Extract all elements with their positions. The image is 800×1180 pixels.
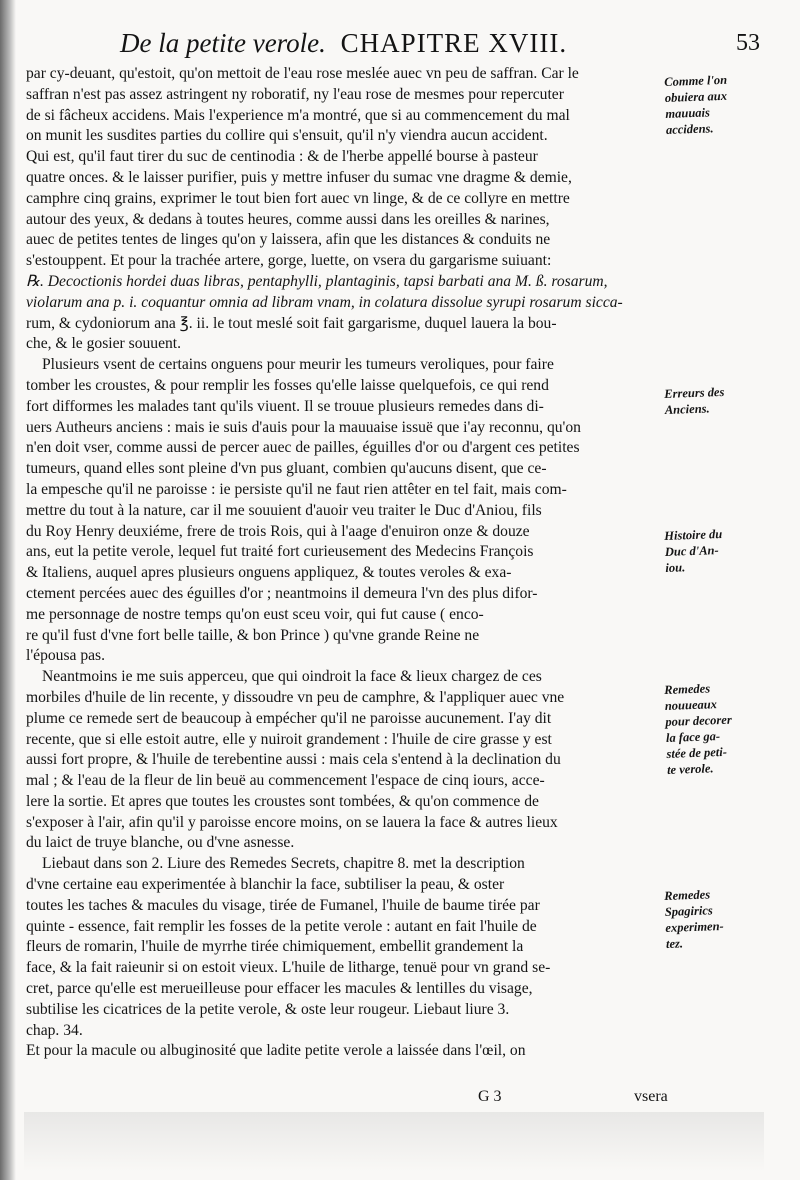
marginal-note-line: Remedes [664,887,711,903]
text-line: mettre du tout à la nature, car il me souuient d'auoir veu traiter le Duc d'Aniou, fils [26,501,542,519]
marginal-note-line: obuiera aux [664,88,728,105]
text-line: aussi fort propre, & l'huile de terebentine aussi : mais cela s'entend à la declination du [26,751,561,769]
marginal-note-line: mauuais [665,105,711,121]
marginal-note-line: Comme l'on [664,72,728,89]
show-through-shadow [24,1112,764,1172]
marginal-note-line: nouueaux [664,697,718,713]
paragraph [26,1062,656,1083]
text-line: fleurs de romarin, l'huile de myrrhe tirée chimiquement, embellit grandement la [26,938,524,956]
marginal-note-line: Remedes [664,681,711,697]
text-line: d'vne certaine eau experimentée à blanchir la face, subtiliser la peau, & oster [26,876,505,894]
text-line: mal ; & l'eau de la fleur de lin beuë au commencement l'espace de cinq iours, acce- [26,772,545,790]
text-line: morbiles d'huile de lin recente, y dissoudre vn peu de camphre, & l'appliquer auec vne [26,688,565,706]
page-gutter-shadow [0,0,16,1180]
text-line: toutes les taches & macules du visage, tirée de Fumanel, l'huile de baume tirée par [26,896,540,914]
text-line: chap. 34. [26,1021,83,1039]
text-line: Et pour la macule ou albuginosité que ladite petite verole a laissée dans l'œil, on [26,1042,526,1060]
text-line: tomber les croustes, & pour remplir les fosses qu'elle laisse quelquefois, ce qui rend [26,376,549,394]
text-line: uers Autheurs anciens : mais ie suis d'auis pour la mauuaise issuë que i'ay reconnu, qu'on [26,418,581,436]
text-line: fort difformes les malades tant qu'ils viuent. Il se trouue plusieurs remedes dans di- [26,397,544,415]
marginal-note [664,70,786,138]
text-line: rum, & cydoniorum ana ℥. ii. le tout meslé soit fait gargarisme, duquel lauera la bou- [26,314,557,332]
text-line: Liebaut dans son 2. Liure des Remedes Secrets, chapitre 8. met la description [42,855,525,873]
text-line: me personnage de nostre temps qu'on eust sceu voir, qui fut cause ( enco- [26,605,484,623]
marginal-note-line: Spagirics [664,903,713,919]
text-line: tumeurs, quand elles sont pleine d'vn pus gluant, combien qu'aucuns disent, que ce- [26,460,547,478]
recipe-line: ℞. Decoctionis hordei duas libras, pentaphylli, plantaginis, tapsi barbati ana M. ß. rosarum, [26,272,608,290]
text-line: ctement percées auec des éguilles d'or ; neantmoins il demeura l'vn des plus difor- [26,584,538,602]
marginal-note-line: iou. [665,560,686,575]
text-line: ans, eut la petite verole, lequel fut traité fort curieusement des Medecins François [26,543,534,561]
marginal-note [664,382,785,418]
signature-mark: G 3 [478,1088,502,1105]
text-line: on munit les susdites parties du collire qui s'ensuit, qu'il n'y viendra aucun accident. [26,127,548,145]
chapter-heading: CHAPITRE XVIII. [340,28,568,58]
text-line: auec de petites tentes de linges qu'on y laissera, afin que les distances & conduits ne [26,231,551,249]
text-line: Neantmoins ie me suis apperceu, que qui oindroit la face & lieux chargez de ces [42,668,542,686]
text-line: cret, parce qu'elle est merueilleuse pour effacer les macules & lentilles du visage, [26,980,533,998]
marginal-note-line: experimen- [665,918,724,935]
page-number: 53 [736,30,760,56]
marginal-note-line: stée de peti- [666,744,728,761]
text-line: l'épousa pas. [26,647,106,665]
marginal-note-line: tez. [665,936,684,951]
marginal-note-line: te verole. [666,761,714,777]
text-line: du Roy Henry deuxiéme, frere de trois Rois, qui à l'aage d'enuiron onze & douze [26,522,530,540]
text-line: de si fâcheux accidens. Mais l'experience m'a montré, que si au commencement du mal [26,106,570,124]
text-line: autour des yeux, & dedans à toutes heures, comme aussi dans les oreilles & narines, [26,210,550,228]
text-line: Plusieurs vsent de certains onguens pour meurir les tumeurs veroliques, pour faire [42,356,554,374]
marginal-note [664,524,786,576]
text-line: la empesche qu'il ne paroisse : ie persiste qu'il ne faut rien attêter en tel fait, mais com- [26,480,567,498]
running-header [120,28,760,64]
running-title: De la petite verole. [120,28,326,58]
text-line: face, & la fait raieunir si on estoit vieux. L'huile de litharge, tenuë pour vn grand se- [26,959,551,977]
text-line: plume ce remede sert de beaucoup à empécher qu'il ne paroisse aucunement. I'ay dit [26,709,552,727]
text-line: re qu'il fust d'vne fort belle taille, & bon Prince ) qu'vne grande Reine ne [26,626,480,644]
marginal-note-line: Duc d'An- [664,543,719,559]
paragraph [26,854,656,1062]
text-line: saffran n'est pas assez astringent ny roboratif, ny l'eau rose de mesmes pour repercuter [26,85,564,103]
text-line: subtilise les cicatrices de la petite verole, & oste leur rougeur. Liebaut liure 3. [26,1000,510,1018]
text-line: Qui est, qu'il faut tirer du suc de centinodia : & de l'herbe appellé bourse à pasteur [26,148,538,166]
text-line: s'estouppent. Et pour la trachée artere, gorge, luette, on vsera du gargarisme suiuant: [26,252,552,270]
text-line: n'en doit vser, comme aussi de percer auec de pailles, éguilles d'or ou d'argent ces petites [26,439,580,457]
paragraph [26,667,656,854]
text-line: camphre cinq grains, exprimer le tout bien fort auec vn linge, & de ce collyre en mettre [26,189,570,207]
text-line: & Italiens, auquel apres plusieurs onguens appliquez, & toutes veroles & exa- [26,564,512,582]
text-line: lere la sortie. Et apres que toutes les croustes sont tombées, & qu'on commence de [26,792,539,810]
marginal-note-line: pour decorer [665,712,732,729]
main-text [26,64,656,1083]
text-line: s'exposer à l'air, afin qu'il y paroisse encore moins, on se lauera la face & autres lieux [26,813,558,831]
marginal-note [664,678,787,778]
text-line: recente, que si elle estoit autre, elle y nuiroit grandement : l'huile de cire grasse y est [26,730,552,748]
text-line: quinte - essence, fait remplir les fosses de la petite verole : autant en fait l'huile de [26,917,537,935]
marginal-note-line: Histoire du [664,526,723,543]
paragraph [26,355,656,667]
catchword: vsera [634,1088,668,1105]
marginal-note-line: la face ga- [665,729,721,745]
marginal-note-line: Anciens. [664,401,710,417]
text-line [26,1062,656,1083]
marginal-note [664,884,786,952]
marginal-note-line: accidens. [665,121,714,137]
text-line: quatre onces. & le laisser purifier, puis y mettre infuser du sumac vne dragme & demie, [26,168,572,186]
text-line: par cy-deuant, qu'estoit, qu'on mettoit de l'eau rose meslée auec vn peu de saffran. Car le [26,65,579,82]
text-line: che, & le gosier souuent. [26,335,182,353]
page-footer [26,1088,686,1114]
recipe-line: violarum ana p. i. coquantur omnia ad libram vnam, in colatura dissolue syrupi rosarum sicca- [26,293,623,311]
paragraph [26,64,656,355]
text-line: du laict de truye blanche, ou d'vne asnesse. [26,834,295,852]
marginal-note-line: Erreurs des [664,384,725,401]
